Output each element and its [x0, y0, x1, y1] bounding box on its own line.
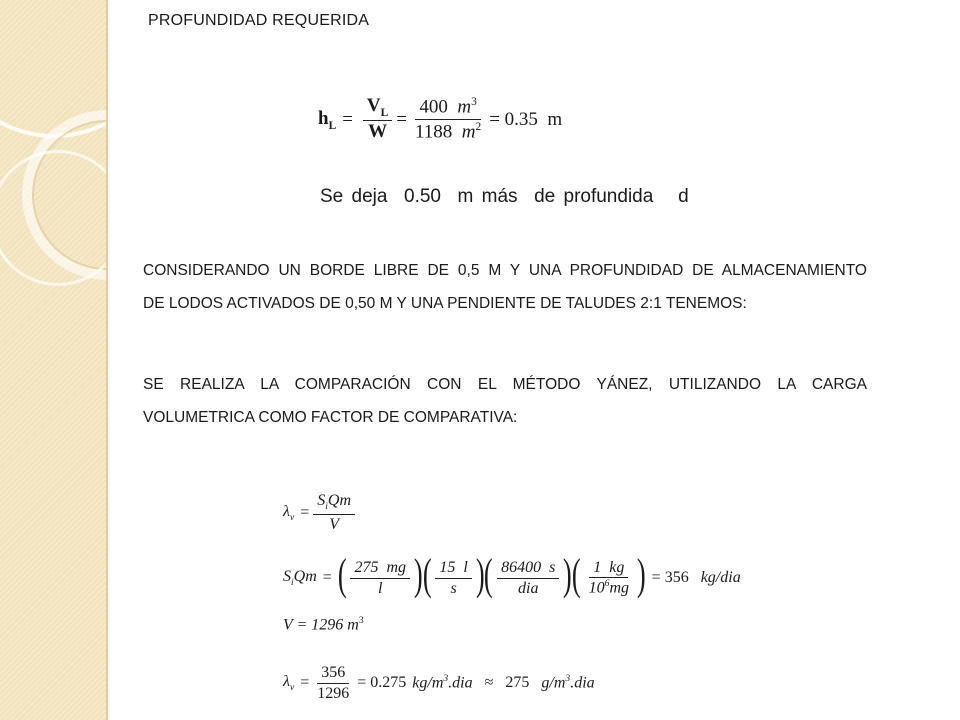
fraction-load-values: $\frac{356}{1296}$: [317, 664, 350, 702]
equation-organic-load: $S_iQm$ = ( $\frac{275 mg}{l}$ ) ( $\frac{15 l}{s}$ ) ( $\frac{86400 s}{\text{dia}}$ ) ( $\frac{1 kg}{10^6mg}$ ) = 356 kg/dia: [283, 550, 741, 599]
paragraph-comparacion: SE REALIZA LA COMPARACIÓN CON EL MÉTODO YÁNEZ, UTILIZANDO LA CARGA VOLUMETRICA COMO FACTOR DE COMPARATIVA:: [143, 376, 867, 426]
fraction-concentration: $\frac{275 mg}{l}$: [350, 559, 410, 597]
eq-result: = 356: [651, 569, 689, 586]
fraction-volume-over-width: $\frac{V_L}{W}$: [363, 96, 392, 143]
equation-required-depth: $h_L$ = $\frac{V_L}{W}$ = $\frac{400 m^3}{1188 m^2}$ = 0.35 m: [318, 95, 563, 143]
eq-result: = 0.35 m: [489, 108, 563, 130]
equation-volumetric-load-result: $\lambda_v$ = $\frac{356}{1296}$ = 0.275 $kg/m^3.dia$ ≈ 275 $g/m^3.dia$: [283, 664, 595, 702]
paragraph-considerando: CONSIDERANDO UN BORDE LIBRE DE 0,5 M Y UNA PROFUNDIDAD DE ALMACENAMIENTO DE LODOS ACTIVADOS DE 0,50 M Y UNA PENDIENTE DE TALUDES 2:1 TENEMOS:: [143, 262, 867, 312]
equation-volumetric-load: $\lambda_v$ = $\frac{S_iQm}{V}$: [283, 492, 359, 533]
fraction-seconds-per-day: $\frac{86400 s}{\text{dia}}$: [497, 559, 559, 597]
fraction-kg-per-mg: $\frac{1 kg}{10^6mg}$: [588, 558, 630, 597]
depth-note: Se deja 0.50 m más de profundida d: [320, 186, 689, 207]
decorative-side-band: [0, 0, 108, 720]
fraction-flow: $\frac{15 l}{s}$: [435, 559, 471, 597]
eq-result-unit: kg/dia: [700, 569, 741, 586]
eq-lhs: $h_L$: [318, 107, 337, 132]
equation-volume: V = 1296 $m^3$: [283, 615, 364, 634]
page-heading: PROFUNDIDAD REQUERIDA: [148, 12, 370, 29]
decorative-ring: [0, 150, 108, 286]
fraction-values: $\frac{400 m^3}{1188 m^2}$: [414, 96, 482, 143]
fraction-load: $\frac{S_iQm}{V}$: [313, 492, 355, 533]
